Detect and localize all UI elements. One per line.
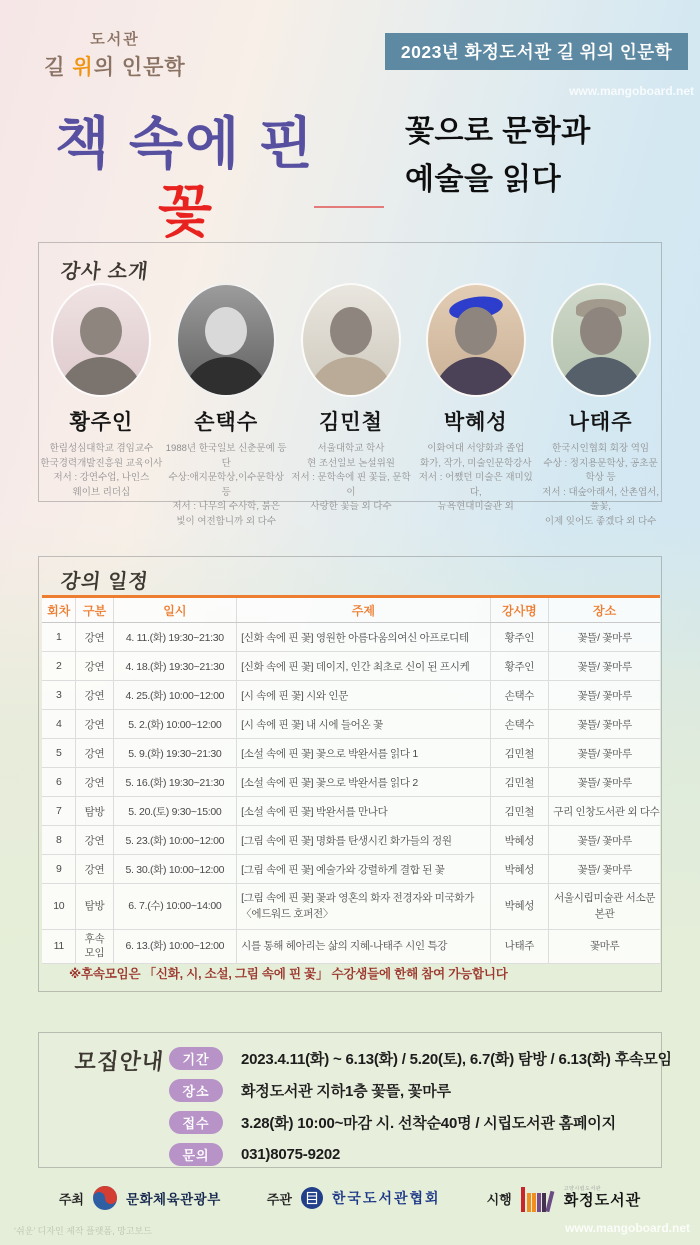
schedule-section-title: 강의 일정 bbox=[59, 571, 150, 593]
bio-line: 저서 : 대숲아래서, 산촌엽서, 풀꽃, bbox=[542, 486, 659, 512]
host-group bbox=[59, 1185, 221, 1211]
recruit-row bbox=[169, 1074, 672, 1106]
bio-line: 저서 : 강연수업, 나인스 bbox=[53, 472, 150, 483]
instructor-name: 손택수 bbox=[194, 411, 259, 434]
organizer-group bbox=[267, 1186, 441, 1210]
instructor-bio bbox=[40, 442, 162, 500]
person-silhouette-icon bbox=[558, 357, 644, 397]
subtitle-line2: 예술을 읽다 bbox=[405, 163, 562, 196]
host-label: 주최 bbox=[58, 1191, 84, 1207]
contact-badge: 문의 bbox=[169, 1143, 223, 1166]
logo-pin-accent: 위 bbox=[72, 56, 94, 79]
schedule-cell: 6 bbox=[42, 768, 76, 797]
library-association-seal-icon bbox=[300, 1186, 324, 1210]
title-divider-line bbox=[314, 206, 384, 208]
road-humanities-logo bbox=[40, 28, 190, 81]
schedule-cell: 강연 bbox=[76, 652, 113, 681]
person-silhouette-icon bbox=[433, 357, 519, 397]
schedule-cell: 구리 인창도서관 외 다수 bbox=[549, 797, 660, 826]
schedule-col-header: 회차 bbox=[42, 597, 76, 623]
person-silhouette-icon bbox=[455, 307, 497, 355]
logo-line1: 도서관 bbox=[90, 31, 140, 48]
instructor-card bbox=[540, 283, 662, 529]
schedule-cell: 강연 bbox=[76, 826, 113, 855]
schedule-cell: 1 bbox=[42, 623, 76, 652]
bio-line: 저서 : 문학속에 핀 꽃들, 문학이 bbox=[291, 472, 411, 498]
schedule-cell: 서울시립미술관 서소문 본관 bbox=[549, 884, 660, 930]
schedule-cell: 5. 9.(화) 19:30~21:30 bbox=[113, 739, 237, 768]
schedule-cell: [그림 속에 핀 꽃] 명화를 탄생시킨 화가들의 정원 bbox=[237, 826, 490, 855]
schedule-header-row bbox=[42, 597, 660, 623]
schedule-col-header: 강사명 bbox=[490, 597, 549, 623]
schedule-cell: 시를 통해 헤아리는 삶의 지혜-나태주 시인 특강 bbox=[237, 930, 490, 964]
recruit-row bbox=[169, 1042, 672, 1074]
schedule-col-header: 장소 bbox=[549, 597, 660, 623]
bio-line: 한국시인협회 회장 역임 bbox=[552, 443, 650, 454]
schedule-cell: 7 bbox=[42, 797, 76, 826]
bio-line: 이제 잊어도 좋겠다 외 다수 bbox=[544, 515, 657, 527]
person-silhouette-icon bbox=[308, 357, 394, 397]
contact-phone: 031)8075-9202 bbox=[241, 1145, 341, 1163]
schedule-cell: 5. 16.(화) 19:30~21:30 bbox=[113, 768, 237, 797]
person-silhouette-icon bbox=[205, 307, 247, 355]
schedule-cell: 꽃뜰/ 꽃마루 bbox=[549, 681, 660, 710]
schedule-cell: 강연 bbox=[76, 739, 113, 768]
schedule-cell: 6. 7.(수) 10:00~14:00 bbox=[113, 884, 237, 930]
schedule-cell: 강연 bbox=[76, 710, 113, 739]
subtitle-line1: 꽃으로 문학과 bbox=[405, 115, 591, 148]
schedule-cell: 꽃뜰/ 꽃마루 bbox=[549, 623, 660, 652]
instructors-section-title: 강사 소개 bbox=[59, 261, 150, 283]
instructor-card bbox=[415, 283, 537, 529]
logo-line2 bbox=[40, 51, 190, 81]
schedule-cell: [신화 속에 핀 꽃] 데이지, 인간 최초로 신이 된 프시케 bbox=[237, 652, 490, 681]
bio-line: 화가, 작가, 미술인문학강사 bbox=[420, 457, 532, 469]
person-silhouette-icon bbox=[580, 307, 622, 355]
schedule-cell: [시 속에 핀 꽃] 내 시에 들어온 꽃 bbox=[237, 710, 490, 739]
recruit-row bbox=[169, 1106, 672, 1138]
place-badge: 장소 bbox=[169, 1079, 223, 1102]
place-value: 화정도서관 지하1층 꽃뜰, 꽃마루 bbox=[241, 1082, 451, 1100]
schedule-row bbox=[42, 652, 660, 681]
schedule-cell: 박혜성 bbox=[490, 826, 549, 855]
schedule-table-body bbox=[42, 623, 660, 964]
schedule-cell: 꽃뜰/ 꽃마루 bbox=[549, 710, 660, 739]
recruit-row bbox=[169, 1138, 672, 1170]
schedule-cell: 5. 23.(화) 10:00~12:00 bbox=[113, 826, 237, 855]
schedule-cell: 강연 bbox=[76, 623, 113, 652]
schedule-cell: 꽃뜰/ 꽃마루 bbox=[549, 652, 660, 681]
schedule-row bbox=[42, 681, 660, 710]
schedule-cell: 4. 25.(화) 10:00~12:00 bbox=[113, 681, 237, 710]
person-silhouette-icon bbox=[183, 357, 269, 397]
instructor-photo bbox=[426, 283, 526, 397]
poster-title-line2: 꽃 bbox=[157, 180, 213, 243]
year-program-banner: 2023년 화정도서관 길 위의 인문학 bbox=[385, 33, 688, 70]
schedule-cell: [그림 속에 핀 꽃] 예술가와 강렬하게 결합 된 꽃 bbox=[237, 855, 490, 884]
schedule-cell: 꽃뜰/ 꽃마루 bbox=[549, 768, 660, 797]
watermark-bottom-right: www.mangoboard.net bbox=[565, 1221, 690, 1235]
footer-organizations bbox=[0, 1181, 700, 1215]
instructor-bio bbox=[415, 442, 537, 515]
schedule-cell: 탐방 bbox=[76, 797, 113, 826]
watermark-top-right: www.mangoboard.net bbox=[569, 84, 694, 98]
person-silhouette-icon bbox=[80, 307, 122, 355]
schedule-cell: 5. 20.(토) 9:30~15:00 bbox=[113, 797, 237, 826]
schedule-col-header: 주제 bbox=[237, 597, 490, 623]
bio-line: 현 조선일보 논설위원 bbox=[307, 457, 395, 469]
schedule-row bbox=[42, 739, 660, 768]
schedule-cell: 나태주 bbox=[490, 930, 549, 964]
schedule-cell: 꽃뜰/ 꽃마루 bbox=[549, 826, 660, 855]
schedule-cell: 4. 11.(화) 19:30~21:30 bbox=[113, 623, 237, 652]
schedule-cell: [그림 속에 핀 꽃] 꽃과 영혼의 화자 전경자와 미국화가 〈에드워드 호퍼전〉 bbox=[237, 884, 490, 930]
bio-line: 빛이 여전합니까 외 다수 bbox=[176, 515, 277, 527]
instructors-section bbox=[38, 242, 662, 527]
schedule-cell: 5. 2.(화) 10:00~12:00 bbox=[113, 710, 237, 739]
recruit-section-title: 모집안내 bbox=[73, 1049, 166, 1074]
instructor-name: 나태주 bbox=[568, 411, 633, 434]
schedule-row bbox=[42, 884, 660, 930]
schedule-cell: [소설 속에 핀 꽃] 박완서를 만나다 bbox=[237, 797, 490, 826]
executor-group bbox=[487, 1185, 642, 1212]
schedule-cell: 꽃뜰/ 꽃마루 bbox=[549, 739, 660, 768]
schedule-cell: 강연 bbox=[76, 681, 113, 710]
schedule-cell: [시 속에 핀 꽃] 시와 인문 bbox=[237, 681, 490, 710]
schedule-cell: 9 bbox=[42, 855, 76, 884]
schedule-row bbox=[42, 623, 660, 652]
bio-line: 한림성심대학교 겸임교수 bbox=[49, 443, 154, 454]
schedule-cell: 강연 bbox=[76, 855, 113, 884]
schedule-cell: [소설 속에 핀 꽃] 꽃으로 박완서를 읽다 1 bbox=[237, 739, 490, 768]
person-silhouette-icon bbox=[58, 357, 144, 397]
logo-line2-pre: 길 bbox=[44, 56, 73, 79]
instructor-photo bbox=[551, 283, 651, 397]
recruit-rows bbox=[169, 1042, 672, 1170]
schedule-cell: 5. 30.(화) 10:00~12:00 bbox=[113, 855, 237, 884]
schedule-cell: 김민철 bbox=[490, 797, 549, 826]
logo-line2-post: 의 인문학 bbox=[93, 56, 186, 79]
schedule-row bbox=[42, 855, 660, 884]
schedule-cell: 황주인 bbox=[490, 623, 549, 652]
schedule-section bbox=[38, 556, 662, 992]
registration-value: 3.28(화) 10:00~마감 시. 선착순40명 / 시립도서관 홈페이지 bbox=[241, 1114, 616, 1132]
instructor-photo bbox=[176, 283, 276, 397]
bio-line: 뉴욕현대미술관 외 bbox=[437, 501, 514, 512]
schedule-cell: 후속 모임 bbox=[76, 930, 113, 964]
schedule-cell: [소설 속에 핀 꽃] 꽃으로 박완서를 읽다 2 bbox=[237, 768, 490, 797]
bio-line: 한국경력개발진흥원 교육이사 bbox=[40, 457, 163, 469]
person-silhouette-icon bbox=[330, 307, 372, 355]
instructor-photo bbox=[51, 283, 151, 397]
instructor-bio bbox=[165, 442, 287, 529]
instructor-photo bbox=[301, 283, 401, 397]
bio-line: 웨이브 리더십 bbox=[72, 486, 131, 498]
schedule-cell: 김민철 bbox=[490, 739, 549, 768]
instructor-name: 황주인 bbox=[69, 411, 134, 434]
schedule-cell: 11 bbox=[42, 930, 76, 964]
schedule-row bbox=[42, 797, 660, 826]
schedule-col-header: 일시 bbox=[113, 597, 237, 623]
registration-badge: 접수 bbox=[169, 1111, 223, 1134]
bio-line: 저서 : 어쨌던 미술은 재미있다, bbox=[418, 472, 533, 498]
schedule-cell: 4. 18.(화) 19:30~21:30 bbox=[113, 652, 237, 681]
schedule-cell: 꽃마루 bbox=[549, 930, 660, 964]
instructor-cards bbox=[39, 283, 663, 529]
instructor-card bbox=[40, 283, 162, 529]
schedule-row bbox=[42, 768, 660, 797]
schedule-cell: 2 bbox=[42, 652, 76, 681]
taegeuk-icon bbox=[92, 1185, 118, 1211]
schedule-row bbox=[42, 710, 660, 739]
schedule-cell: 4 bbox=[42, 710, 76, 739]
bio-line: 서울대학교 학사 bbox=[317, 443, 385, 454]
schedule-cell: 10 bbox=[42, 884, 76, 930]
period-value: 2023.4.11(화) ~ 6.13(화) / 5.20(토), 6.7(화) 탐방 / 6.13(화) 후속모임 bbox=[241, 1050, 672, 1068]
schedule-cell: 손택수 bbox=[490, 710, 549, 739]
bio-line: 사랑한 꽃들 외 다수 bbox=[310, 501, 392, 512]
schedule-cell: 3 bbox=[42, 681, 76, 710]
schedule-cell: 손택수 bbox=[490, 681, 549, 710]
schedule-cell: 8 bbox=[42, 826, 76, 855]
organizer-label: 주관 bbox=[266, 1191, 292, 1207]
bio-line: 1988년 한국일보 신춘문예 등단 bbox=[165, 443, 287, 469]
executor-label: 시행 bbox=[486, 1191, 512, 1207]
recruit-section bbox=[38, 1032, 672, 1168]
executor-name-block bbox=[564, 1187, 641, 1209]
schedule-col-header: 구분 bbox=[76, 597, 113, 623]
schedule-cell: 김민철 bbox=[490, 768, 549, 797]
organizer-name: 한국도서관협회 bbox=[331, 1190, 441, 1206]
executor-small-text: 고양시립도서관 bbox=[563, 1186, 601, 1192]
bio-line: 이화여대 서양화과 졸업 bbox=[427, 443, 525, 454]
schedule-cell: 5 bbox=[42, 739, 76, 768]
schedule-row bbox=[42, 826, 660, 855]
schedule-cell: 박혜성 bbox=[490, 855, 549, 884]
instructor-card bbox=[290, 283, 412, 529]
schedule-cell: 강연 bbox=[76, 768, 113, 797]
schedule-cell: [신화 속에 핀 꽃] 영원한 아름다움의여신 아프로디테 bbox=[237, 623, 490, 652]
schedule-cell: 꽃뜰/ 꽃마루 bbox=[549, 855, 660, 884]
schedule-cell: 황주인 bbox=[490, 652, 549, 681]
poster-subtitle bbox=[405, 108, 591, 204]
bio-line: 수상:애지문학상,이수문학상 등 bbox=[168, 472, 284, 498]
schedule-cell: 박혜성 bbox=[490, 884, 549, 930]
watermark-bottom-left: ‘쉬운’ 디자인 제작 플랫폼, 망고보드 bbox=[14, 1226, 152, 1236]
schedule-cell: 탐방 bbox=[76, 884, 113, 930]
followup-note: ※후속모임은 「신화, 시, 소설, 그림 속에 핀 꽃」 수강생들에 한해 참여 가능합니다 bbox=[69, 967, 508, 981]
schedule-row bbox=[42, 930, 660, 964]
bio-line: 저서 : 나무의 수사학, 붉은 bbox=[172, 501, 280, 512]
host-name: 문화체육관광부 bbox=[125, 1192, 221, 1207]
instructor-card bbox=[165, 283, 287, 529]
instructor-bio bbox=[290, 442, 412, 515]
instructor-name: 김민철 bbox=[319, 411, 383, 434]
poster-title-line1: 책 속에 핀 bbox=[55, 112, 315, 175]
instructor-name: 박혜성 bbox=[443, 411, 508, 434]
period-badge: 기간 bbox=[169, 1047, 223, 1070]
bio-line: 수상 : 정지용문학상, 공초문학상 등 bbox=[543, 457, 658, 483]
schedule-table bbox=[42, 595, 660, 964]
executor-name: 화정도서관 bbox=[563, 1191, 642, 1209]
book-bars-logo-icon bbox=[520, 1185, 556, 1212]
instructor-bio bbox=[540, 442, 662, 529]
schedule-cell: 6. 13.(화) 10:00~12:00 bbox=[113, 930, 237, 964]
